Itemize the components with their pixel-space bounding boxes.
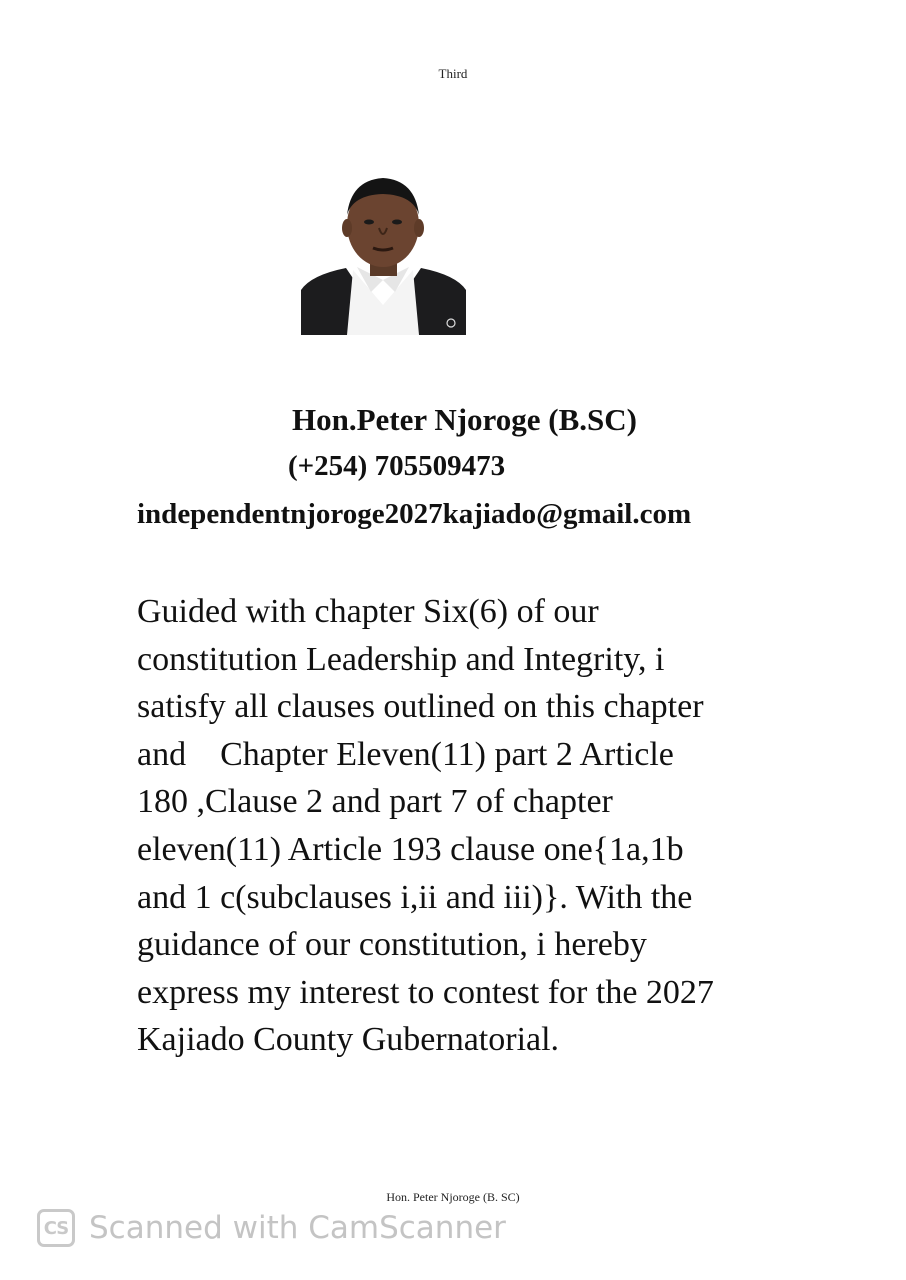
camscanner-logo-icon: CS	[37, 1209, 75, 1247]
page-footer: Hon. Peter Njoroge (B. SC)	[386, 1190, 520, 1204]
statement-line: satisfy all clauses outlined on this chapter	[137, 688, 704, 726]
statement-body	[137, 588, 837, 1064]
statement-line: eleven(11) Article 193 clause one{1a,1b	[137, 830, 684, 868]
statement-line: 180 ,Clause 2 and part 7 of chapter	[137, 783, 613, 821]
page-header: Third	[438, 66, 468, 81]
statement-line: constitution Leadership and Integrity, i	[137, 640, 665, 678]
statement-line: and Chapter Eleven(11) part 2 Article	[137, 735, 674, 773]
phone-number: (+254) 705509473	[288, 450, 506, 482]
statement-line: express my interest to contest for the 2027	[137, 973, 714, 1011]
statement-line: Guided with chapter Six(6) of our	[137, 593, 599, 630]
statement-line: Kajiado County Gubernatorial.	[137, 1021, 560, 1059]
candidate-photo	[301, 170, 466, 335]
camscanner-watermark	[37, 1207, 506, 1249]
email-address: independentnjoroge2027kajiado@gmail.com	[137, 498, 692, 530]
statement-line: and 1 c(subclauses i,ii and iii)}. With the	[137, 878, 693, 916]
statement-line: guidance of our constitution, i hereby	[137, 926, 647, 964]
watermark-text: Scanned with CamScanner	[89, 1210, 506, 1246]
candidate-name: Hon.Peter Njoroge (B.SC)	[292, 402, 637, 437]
